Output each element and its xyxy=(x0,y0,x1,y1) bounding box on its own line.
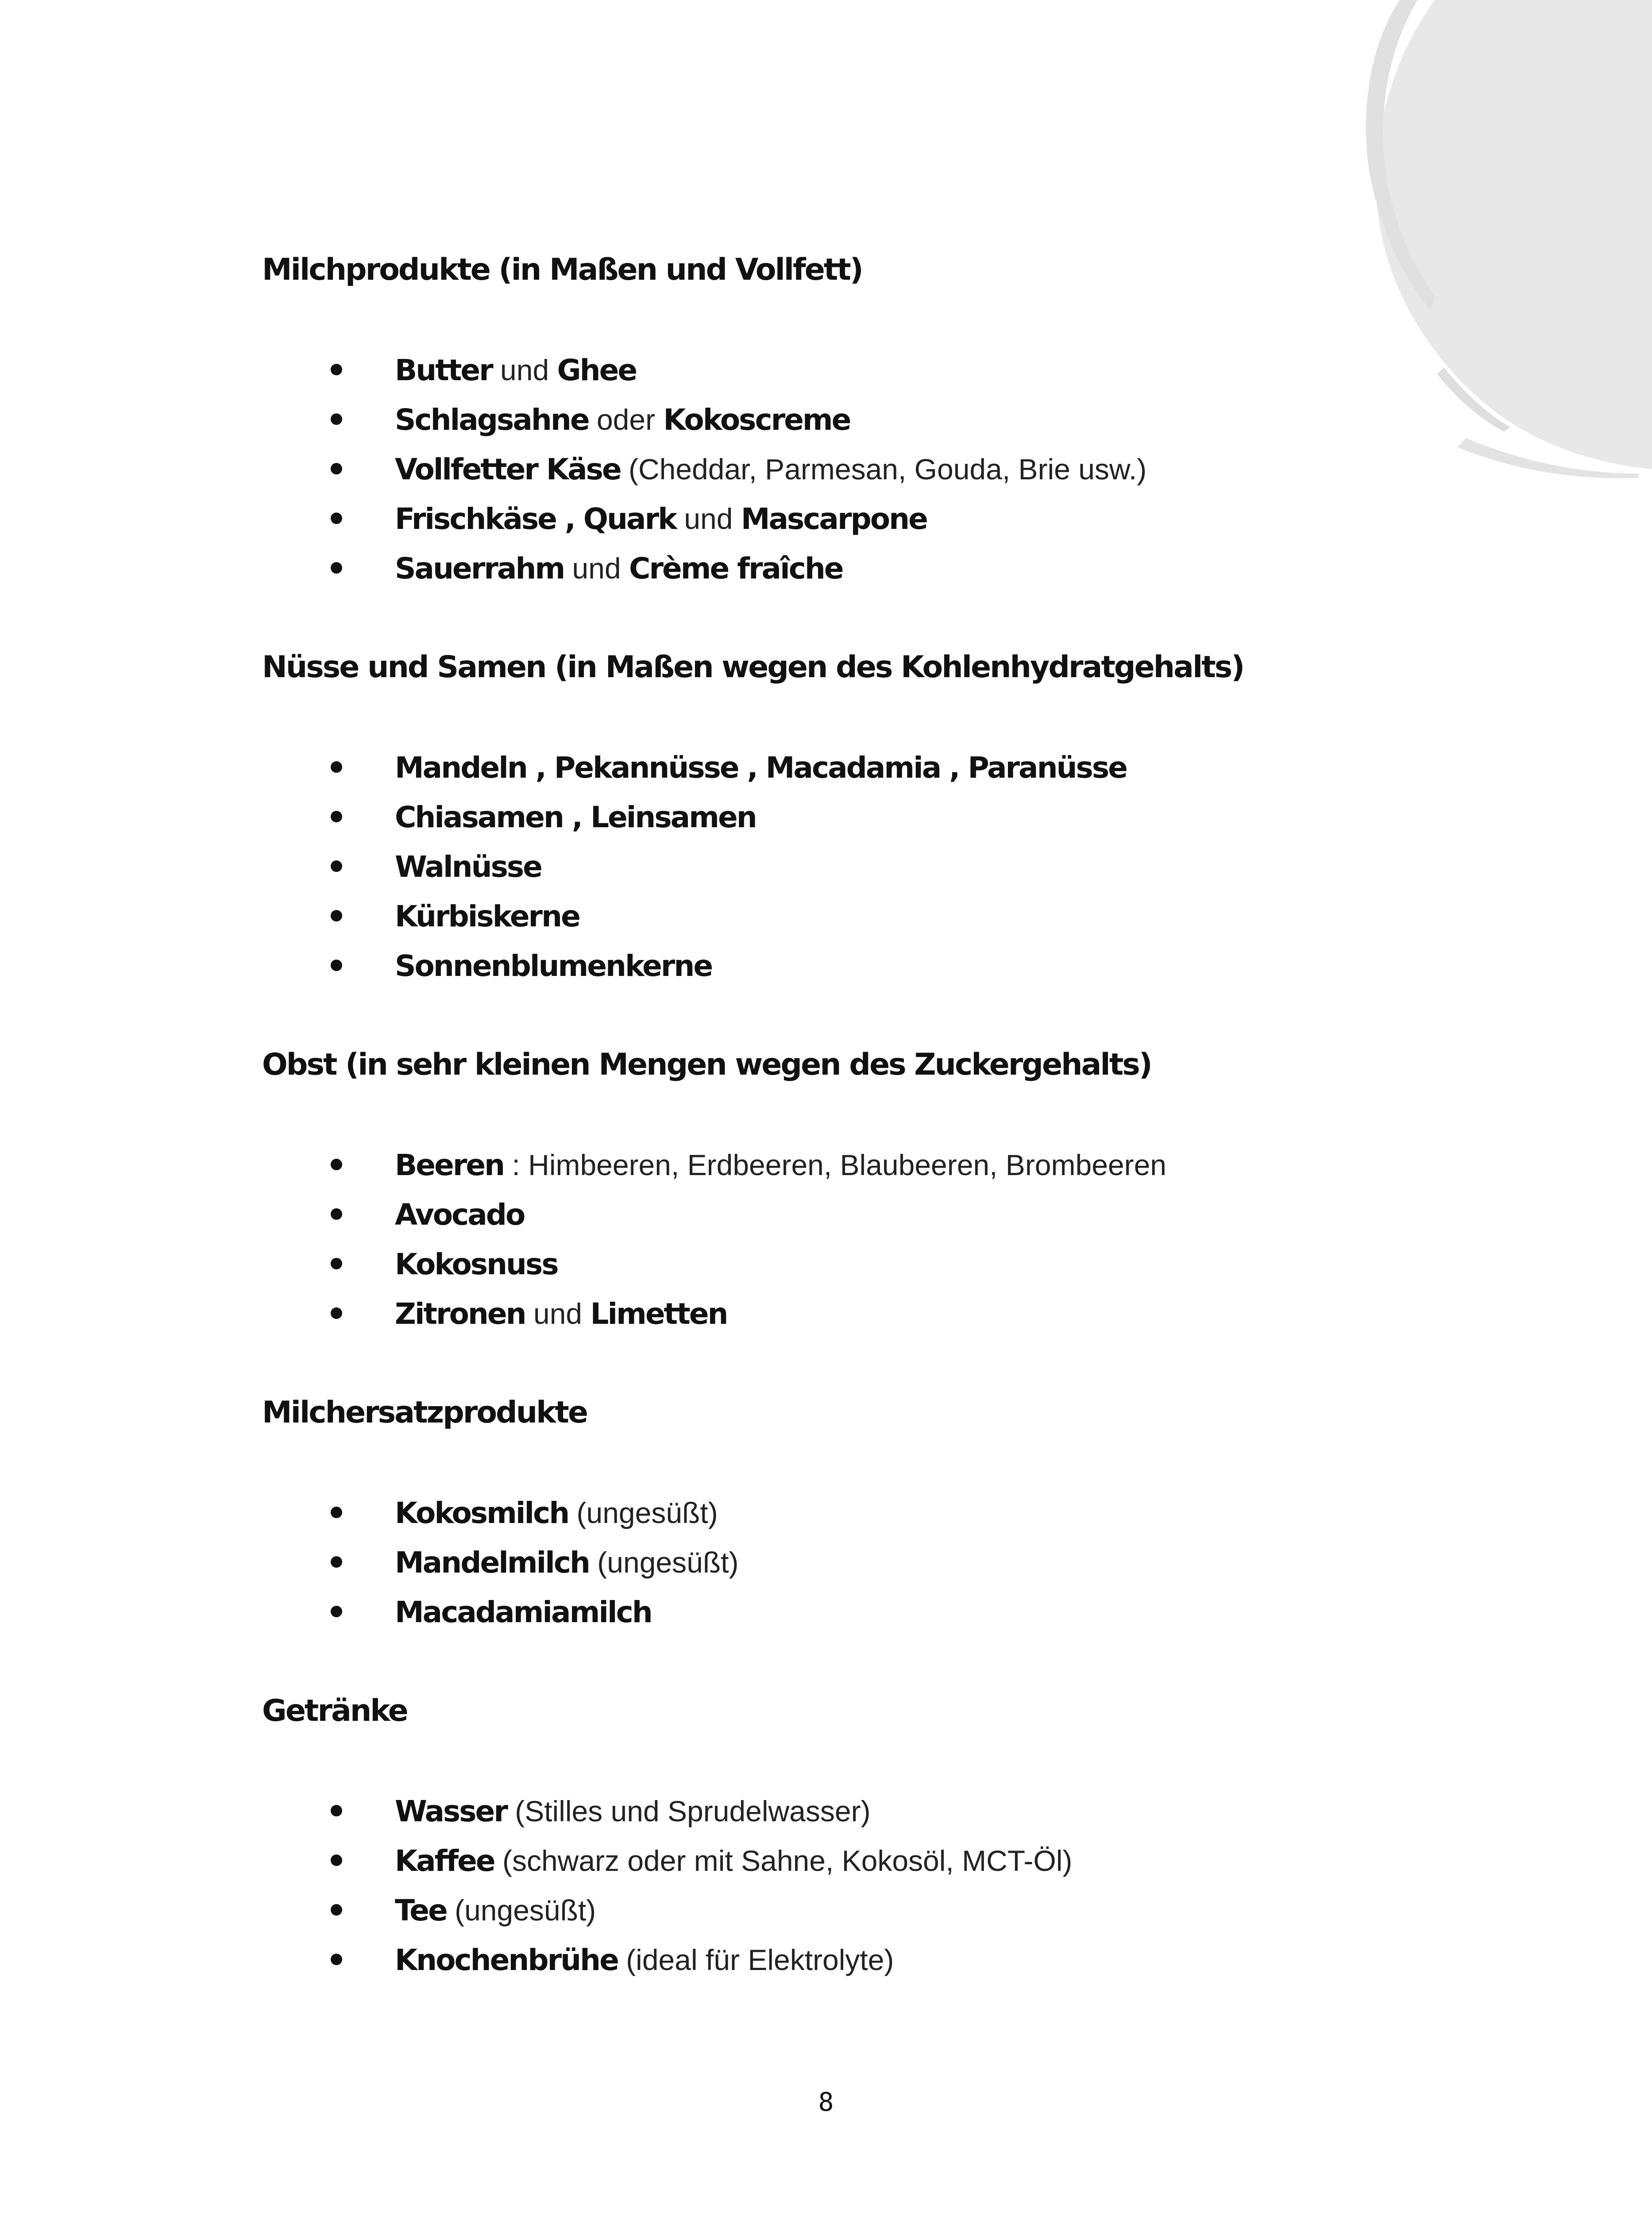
item-bold-text: Chiasamen , Leinsamen xyxy=(395,800,756,834)
section-milchersatzprodukte xyxy=(262,1391,1457,1637)
item-bold-text: Kokosnuss xyxy=(395,1247,558,1281)
item-bold-text: Avocado xyxy=(395,1198,525,1232)
section-heading: Milchersatzprodukte xyxy=(262,1395,587,1430)
item-bold-text: Wasser xyxy=(395,1794,507,1828)
item-bold-text: Mandeln , Pekannüsse , Macadamia , Paranüsse xyxy=(395,751,1127,785)
item-list xyxy=(262,345,1457,593)
item-bold-text: Zitronen xyxy=(395,1297,525,1331)
item-bold-text: Macadamiamilch xyxy=(395,1595,652,1629)
bullet-icon xyxy=(331,1854,342,1866)
bullet-icon xyxy=(331,1507,342,1518)
section-heading: Obst (in sehr kleinen Mengen wegen des Zuckergehalts) xyxy=(262,1047,1151,1082)
item-text: und xyxy=(676,502,741,535)
item-text: und xyxy=(564,552,629,585)
bullet-icon xyxy=(331,1606,342,1617)
item-text: und xyxy=(525,1297,591,1330)
item-bold-text: Mandelmilch xyxy=(395,1546,589,1580)
bullet-icon xyxy=(331,1208,342,1220)
item-bold-text: Crème fraîche xyxy=(629,551,843,586)
bullet-icon xyxy=(331,1307,342,1319)
list-item xyxy=(262,494,1457,544)
item-bold-text: Schlagsahne xyxy=(395,403,589,437)
page-number: 8 xyxy=(818,2087,834,2117)
item-text: (schwarz oder mit Sahne, Kokosöl, MCT-Öl) xyxy=(494,1844,1073,1877)
section-milchprodukte xyxy=(262,248,1457,593)
item-bold-text: Kaffee xyxy=(395,1844,494,1878)
list-item xyxy=(262,395,1457,444)
item-bold-text: Kürbiskerne xyxy=(395,899,579,933)
bullet-icon xyxy=(331,1159,342,1170)
bullet-icon xyxy=(331,1556,342,1568)
item-bold-text: Limetten xyxy=(590,1297,727,1331)
list-item xyxy=(262,444,1457,494)
list-item xyxy=(262,1836,1457,1885)
section-obst xyxy=(262,1043,1457,1338)
item-text: oder xyxy=(588,403,664,436)
item-text: : Himbeeren, Erdbeeren, Blaubeeren, Brombeeren xyxy=(504,1149,1166,1181)
list-item xyxy=(262,891,1457,941)
item-bold-text: Frischkäse , Quark xyxy=(395,502,676,536)
item-text: (ungesüßt) xyxy=(589,1546,739,1579)
item-text: (ungesüßt) xyxy=(446,1894,596,1927)
item-bold-text: Tee xyxy=(395,1893,447,1928)
item-list xyxy=(262,743,1457,991)
bullet-icon xyxy=(331,860,342,872)
section-heading: Getränke xyxy=(262,1693,407,1728)
list-item xyxy=(262,1140,1457,1190)
item-bold-text: Sauerrahm xyxy=(395,551,564,586)
list-item xyxy=(262,941,1457,991)
item-text: (ungesüßt) xyxy=(568,1496,718,1529)
item-text: (Stilles und Sprudelwasser) xyxy=(506,1795,871,1827)
list-item xyxy=(262,792,1457,842)
bullet-icon xyxy=(331,413,342,425)
bullet-icon xyxy=(331,562,342,574)
item-text: (ideal für Elektrolyte) xyxy=(618,1943,894,1976)
item-bold-text: Beeren xyxy=(395,1148,504,1182)
item-text: (Cheddar, Parmesan, Gouda, Brie usw.) xyxy=(620,453,1147,486)
item-bold-text: Walnüsse xyxy=(395,850,541,884)
section-getraenke xyxy=(262,1689,1457,1985)
section-heading: Nüsse und Samen (in Maßen wegen des Kohlenhydratgehalts) xyxy=(262,650,1244,685)
list-item xyxy=(262,743,1457,792)
item-list xyxy=(262,1786,1457,1985)
item-bold-text: Knochenbrühe xyxy=(395,1943,618,1977)
bullet-icon xyxy=(331,910,342,921)
list-item xyxy=(262,1885,1457,1935)
item-list xyxy=(262,1488,1457,1637)
item-bold-text: Vollfetter Käse xyxy=(395,452,621,486)
bullet-icon xyxy=(331,761,342,773)
item-bold-text: Sonnenblumenkerne xyxy=(395,949,712,983)
section-nuesse-und-samen xyxy=(262,645,1457,991)
list-item xyxy=(262,1190,1457,1239)
item-text: und xyxy=(492,354,557,386)
list-item xyxy=(262,1538,1457,1587)
item-bold-text: Mascarpone xyxy=(741,502,927,536)
list-item xyxy=(262,1935,1457,1985)
bullet-icon xyxy=(331,463,342,474)
section-heading: Milchprodukte (in Maßen und Vollfett) xyxy=(262,252,862,287)
bullet-icon xyxy=(331,1954,342,1965)
list-item xyxy=(262,1786,1457,1836)
item-bold-text: Kokosmilch xyxy=(395,1496,569,1530)
item-bold-text: Butter xyxy=(395,353,492,387)
list-item xyxy=(262,1239,1457,1289)
bullet-icon xyxy=(331,811,342,822)
list-item xyxy=(262,1587,1457,1637)
item-bold-text: Kokoscreme xyxy=(663,403,850,437)
list-item xyxy=(262,1488,1457,1538)
bullet-icon xyxy=(331,364,342,375)
item-bold-text: Ghee xyxy=(557,353,637,387)
bullet-icon xyxy=(331,1258,342,1269)
document-body xyxy=(262,248,1457,2037)
bullet-icon xyxy=(331,960,342,971)
list-item xyxy=(262,842,1457,891)
bullet-icon xyxy=(331,1805,342,1816)
bullet-icon xyxy=(331,1904,342,1916)
bullet-icon xyxy=(331,513,342,524)
list-item xyxy=(262,544,1457,593)
list-item xyxy=(262,345,1457,395)
list-item xyxy=(262,1289,1457,1338)
item-list xyxy=(262,1140,1457,1338)
